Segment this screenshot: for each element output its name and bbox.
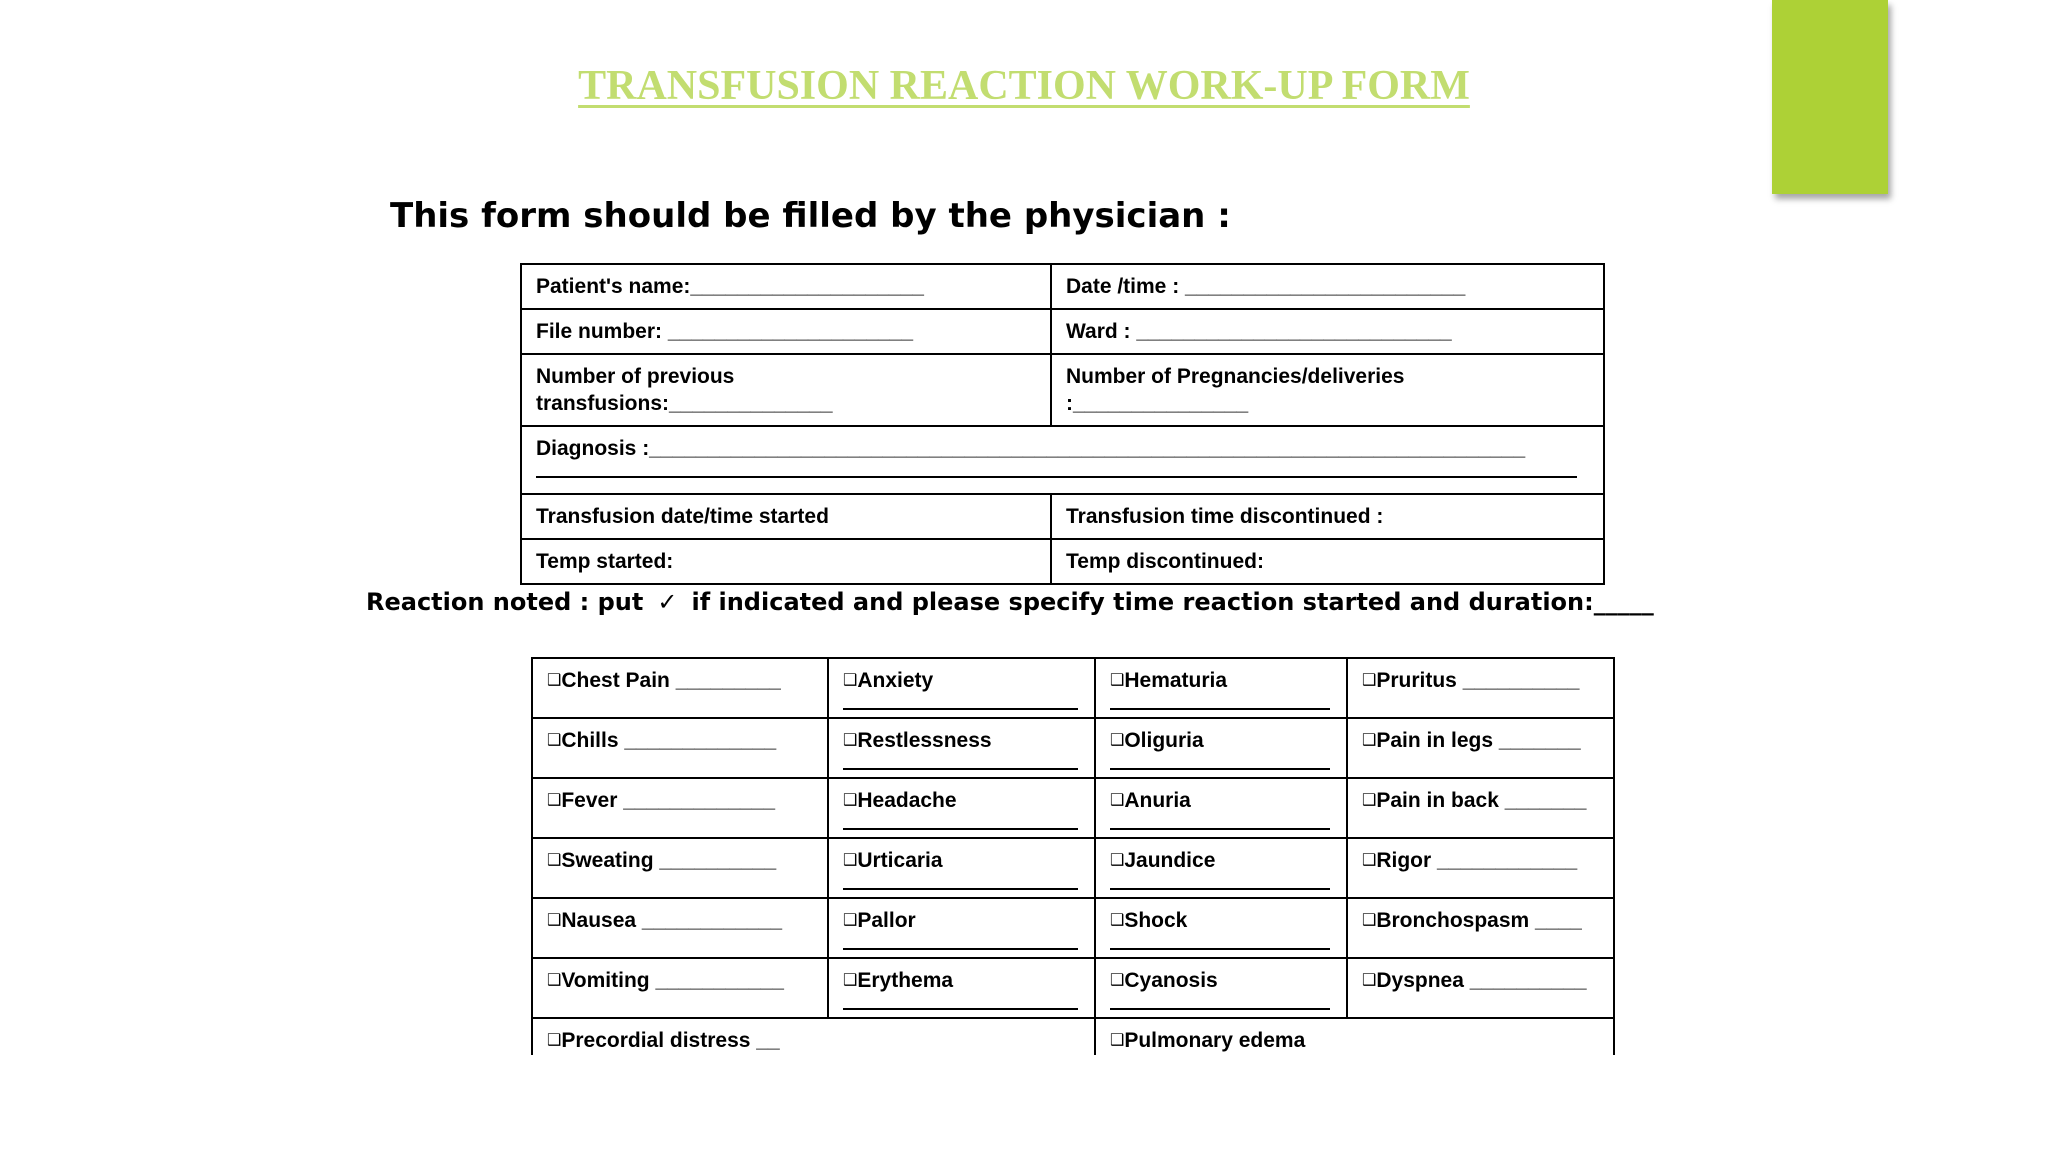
reaction-item[interactable] — [828, 778, 1095, 838]
reaction-label: Headache — [857, 789, 957, 812]
checkbox-icon[interactable]: ❑ — [1362, 910, 1377, 929]
duration-blank-line — [1110, 766, 1330, 770]
reaction-label: Shock — [1124, 909, 1188, 932]
reaction-item[interactable] — [532, 958, 828, 1018]
pregnancies-label: Number of Pregnancies/deliveries — [1066, 365, 1405, 388]
reaction-row — [532, 778, 1614, 838]
duration-blank-line — [843, 766, 1078, 770]
checkbox-icon[interactable]: ❑ — [1362, 730, 1377, 749]
file-number-field[interactable]: File number: _____________________ — [521, 309, 1051, 354]
reaction-item[interactable] — [532, 718, 828, 778]
checkbox-icon[interactable]: ❑ — [843, 850, 858, 869]
transfusion-discontinued-field[interactable]: Transfusion time discontinued : — [1051, 494, 1604, 539]
reaction-row — [532, 898, 1614, 958]
reaction-label: Chest Pain _________ — [561, 669, 781, 692]
checkbox-icon[interactable]: ❑ — [1362, 670, 1377, 689]
reaction-instruction — [366, 588, 1654, 616]
reaction-label: Pruritus __________ — [1376, 669, 1580, 692]
reaction-label: Rigor ____________ — [1376, 849, 1578, 872]
reaction-instruction-tail: if indicated and please specify time reaction started and duration:_____ — [691, 588, 1654, 616]
reaction-item[interactable] — [1347, 718, 1614, 778]
checkbox-icon[interactable]: ❑ — [1110, 910, 1125, 929]
transfusion-started-field[interactable]: Transfusion date/time started — [521, 494, 1051, 539]
form-subtitle: This form should be filled by the physician : — [390, 196, 1231, 236]
reaction-item[interactable] — [1095, 658, 1347, 718]
reaction-item[interactable] — [828, 718, 1095, 778]
reaction-label: Erythema — [857, 969, 954, 992]
checkbox-icon[interactable]: ❑ — [547, 970, 562, 989]
reaction-item[interactable] — [1347, 898, 1614, 958]
reaction-instruction-lead: Reaction noted : put — [366, 588, 644, 616]
reaction-label: Fever _____________ — [561, 789, 776, 812]
duration-blank-line — [1110, 886, 1330, 890]
reaction-row — [532, 958, 1614, 1018]
reaction-label: Bronchospasm ____ — [1376, 909, 1582, 932]
reaction-item[interactable] — [532, 898, 828, 958]
reaction-row — [532, 838, 1614, 898]
diagnosis-line — [536, 464, 1577, 478]
reaction-row — [532, 658, 1614, 718]
checkbox-icon[interactable]: ❑ — [1110, 790, 1125, 809]
checkbox-icon[interactable]: ❑ — [547, 1030, 562, 1049]
reaction-label: Precordial distress __ — [561, 1029, 780, 1052]
reaction-label: Pulmonary edema — [1124, 1029, 1306, 1052]
pregnancies-blank: :_______________ — [1066, 392, 1249, 415]
reaction-label: Pallor — [857, 909, 916, 932]
form-title: TRANSFUSION REACTION WORK-UP FORM — [578, 63, 1470, 109]
diagnosis-field[interactable] — [521, 426, 1604, 494]
reaction-label: Sweating __________ — [561, 849, 777, 872]
reaction-item[interactable] — [532, 778, 828, 838]
reaction-label: Anxiety — [857, 669, 934, 692]
patient-info-table — [520, 263, 1605, 585]
reaction-item-precordial-distress[interactable] — [532, 1018, 1095, 1055]
reaction-label: Jaundice — [1124, 849, 1216, 872]
checkbox-icon[interactable]: ❑ — [843, 670, 858, 689]
duration-blank-line — [1110, 826, 1330, 830]
ward-field[interactable]: Ward : ___________________________ — [1051, 309, 1604, 354]
patient-name-field[interactable]: Patient's name:____________________ — [521, 264, 1051, 309]
reaction-item[interactable] — [1095, 778, 1347, 838]
temp-discontinued-field[interactable]: Temp discontinued: — [1051, 539, 1604, 584]
reaction-label: Chills _____________ — [561, 729, 777, 752]
temp-started-field[interactable]: Temp started: — [521, 539, 1051, 584]
checkbox-icon[interactable]: ❑ — [547, 910, 562, 929]
checkbox-icon[interactable]: ❑ — [1110, 850, 1125, 869]
diagnosis-label: Diagnosis :___________________________________________________________________________ — [536, 437, 1526, 460]
reaction-item[interactable] — [828, 898, 1095, 958]
reaction-item[interactable] — [1095, 898, 1347, 958]
previous-transfusions-field[interactable] — [521, 354, 1051, 426]
reaction-label: Nausea ____________ — [561, 909, 783, 932]
duration-blank-line — [1110, 946, 1330, 950]
duration-blank-line — [843, 886, 1078, 890]
duration-blank-line — [1110, 706, 1330, 710]
duration-blank-line — [843, 946, 1078, 950]
reaction-item[interactable] — [1347, 838, 1614, 898]
checkbox-icon[interactable]: ❑ — [843, 970, 858, 989]
previous-transfusions-label: Number of previous — [536, 365, 735, 388]
reaction-item-pulmonary-edema[interactable] — [1095, 1018, 1614, 1055]
checkbox-icon[interactable]: ❑ — [843, 730, 858, 749]
reaction-item[interactable] — [1095, 838, 1347, 898]
previous-transfusions-blank: transfusions:______________ — [536, 392, 833, 415]
reaction-label: Oliguria — [1124, 729, 1204, 752]
reaction-item[interactable] — [1347, 658, 1614, 718]
checkbox-icon[interactable]: ❑ — [547, 670, 562, 689]
checkbox-icon[interactable]: ❑ — [1362, 850, 1377, 869]
reaction-label: Vomiting ___________ — [561, 969, 784, 992]
duration-blank-line — [1110, 1006, 1330, 1010]
checkbox-icon[interactable]: ❑ — [547, 850, 562, 869]
checkbox-icon[interactable]: ❑ — [1110, 970, 1125, 989]
reaction-item[interactable] — [532, 658, 828, 718]
reaction-label: Restlessness — [857, 729, 992, 752]
duration-blank-line — [843, 706, 1078, 710]
reaction-label: Dyspnea __________ — [1376, 969, 1587, 992]
checkbox-icon[interactable]: ❑ — [1110, 1030, 1125, 1049]
reaction-label: Pain in legs _______ — [1376, 729, 1581, 752]
date-time-field[interactable]: Date /time : ________________________ — [1051, 264, 1604, 309]
reaction-item[interactable] — [532, 838, 828, 898]
duration-blank-line — [843, 1006, 1078, 1010]
duration-blank-line — [843, 826, 1078, 830]
checkbox-icon[interactable]: ❑ — [843, 790, 858, 809]
reaction-item[interactable] — [828, 838, 1095, 898]
checkbox-icon[interactable]: ❑ — [1362, 970, 1377, 989]
reaction-row — [532, 718, 1614, 778]
reaction-label: Pain in back _______ — [1376, 789, 1587, 812]
reaction-item[interactable] — [1095, 718, 1347, 778]
checkbox-icon[interactable]: ❑ — [1110, 670, 1125, 689]
reaction-label: Hematuria — [1124, 669, 1228, 692]
checkbox-icon[interactable]: ❑ — [547, 790, 562, 809]
reaction-item[interactable] — [1095, 958, 1347, 1018]
check-mark-icon: ✓ — [657, 588, 678, 616]
reaction-label: Urticaria — [857, 849, 943, 872]
reaction-checklist-table — [531, 657, 1615, 1055]
reaction-item[interactable] — [828, 658, 1095, 718]
reaction-label: Cyanosis — [1124, 969, 1218, 992]
checkbox-icon[interactable]: ❑ — [547, 730, 562, 749]
pregnancies-field[interactable] — [1051, 354, 1604, 426]
checkbox-icon[interactable]: ❑ — [1110, 730, 1125, 749]
checkbox-icon[interactable]: ❑ — [1362, 790, 1377, 809]
reaction-item[interactable] — [1347, 958, 1614, 1018]
checkbox-icon[interactable]: ❑ — [843, 910, 858, 929]
reaction-label: Anuria — [1124, 789, 1191, 812]
reaction-item[interactable] — [828, 958, 1095, 1018]
reaction-item[interactable] — [1347, 778, 1614, 838]
